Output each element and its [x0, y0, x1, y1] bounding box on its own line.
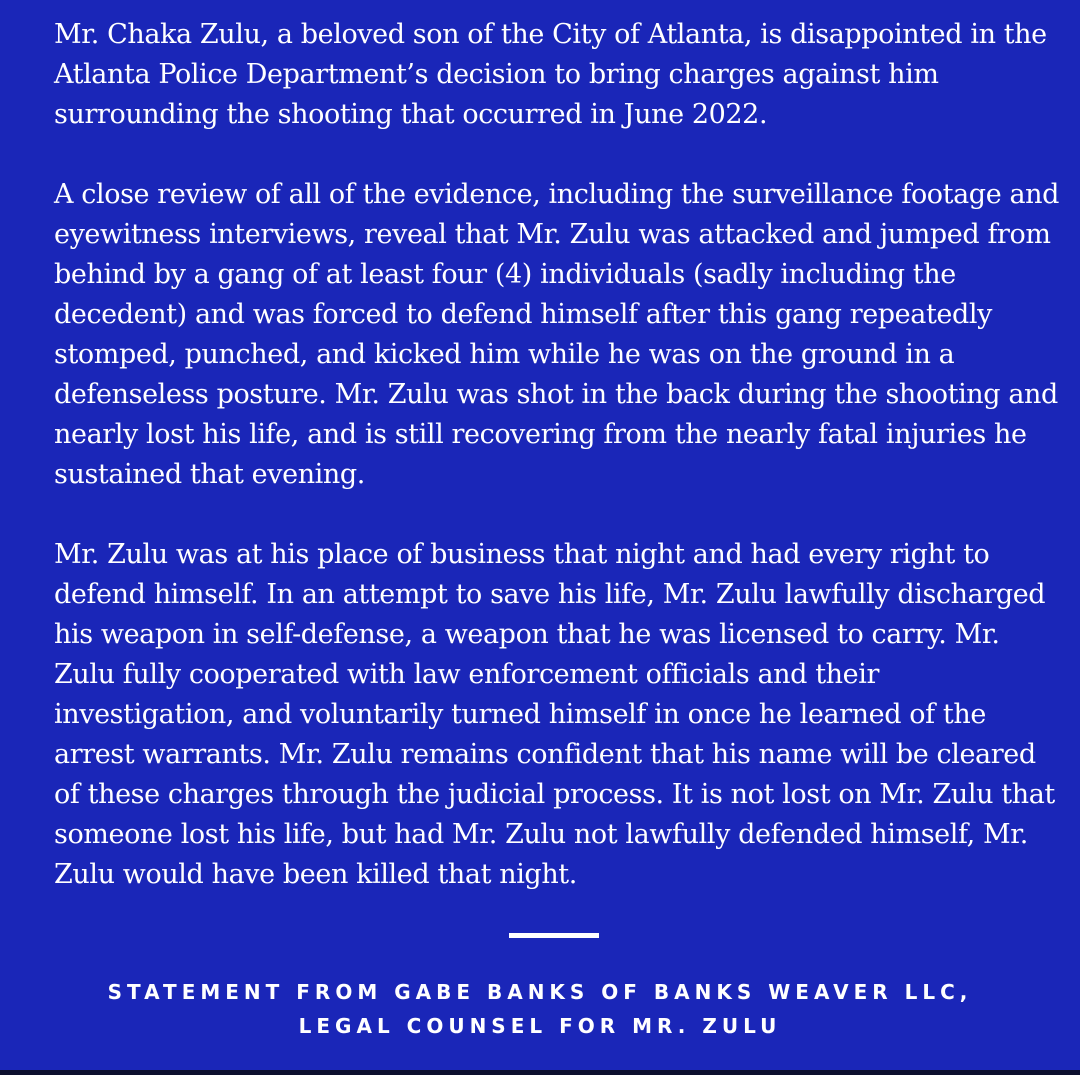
- statement-paragraph-1: Mr. Chaka Zulu, a beloved son of the City of Atlanta, is disappointed in the Atlanta Police Department’s decision to bring charges against him surrounding the shooting that occurred in June 2022.: [54, 19, 1047, 130]
- divider-line: [509, 933, 599, 938]
- bottom-edge: [0, 1070, 1080, 1075]
- statement-body: [54, 15, 1064, 895]
- statement-paragraph-3: Mr. Zulu was at his place of business that night and had every right to defend himself. In an attempt to save his life, Mr. Zulu lawfully discharged his weapon in self-defense, a weapon that he was licensed to carry. Mr. Zulu fully cooperated with law enforcement officials and their investigation, and voluntarily turned himself in once he learned of the arrest warrants. Mr. Zulu remains confident that his name will be cleared of these charges through the judicial process. It is not lost on Mr. Zulu that someone lost his life, but had Mr. Zulu not lawfully defended himself, Mr. Zulu would have been killed that night.: [54, 539, 1055, 890]
- attribution-line-2: LEGAL COUNSEL FOR MR. ZULU: [298, 1014, 782, 1038]
- statement-paragraph-2: A close review of all of the evidence, including the surveillance footage and eyewitness interviews, reveal that Mr. Zulu was attacked and jumped from behind by a gang of at least four (4) individuals (sadly including the decedent) and was forced to defend himself after this gang repeatedly stomped, punched, and kicked him while he was on the ground in a defenseless posture. Mr. Zulu was shot in the back during the shooting and nearly lost his life, and is still recovering from the nearly fatal injuries he sustained that evening.: [54, 179, 1060, 490]
- attribution: [0, 975, 1080, 1043]
- attribution-line-1: STATEMENT FROM GABE BANKS OF BANKS WEAVER LLC,: [107, 980, 973, 1004]
